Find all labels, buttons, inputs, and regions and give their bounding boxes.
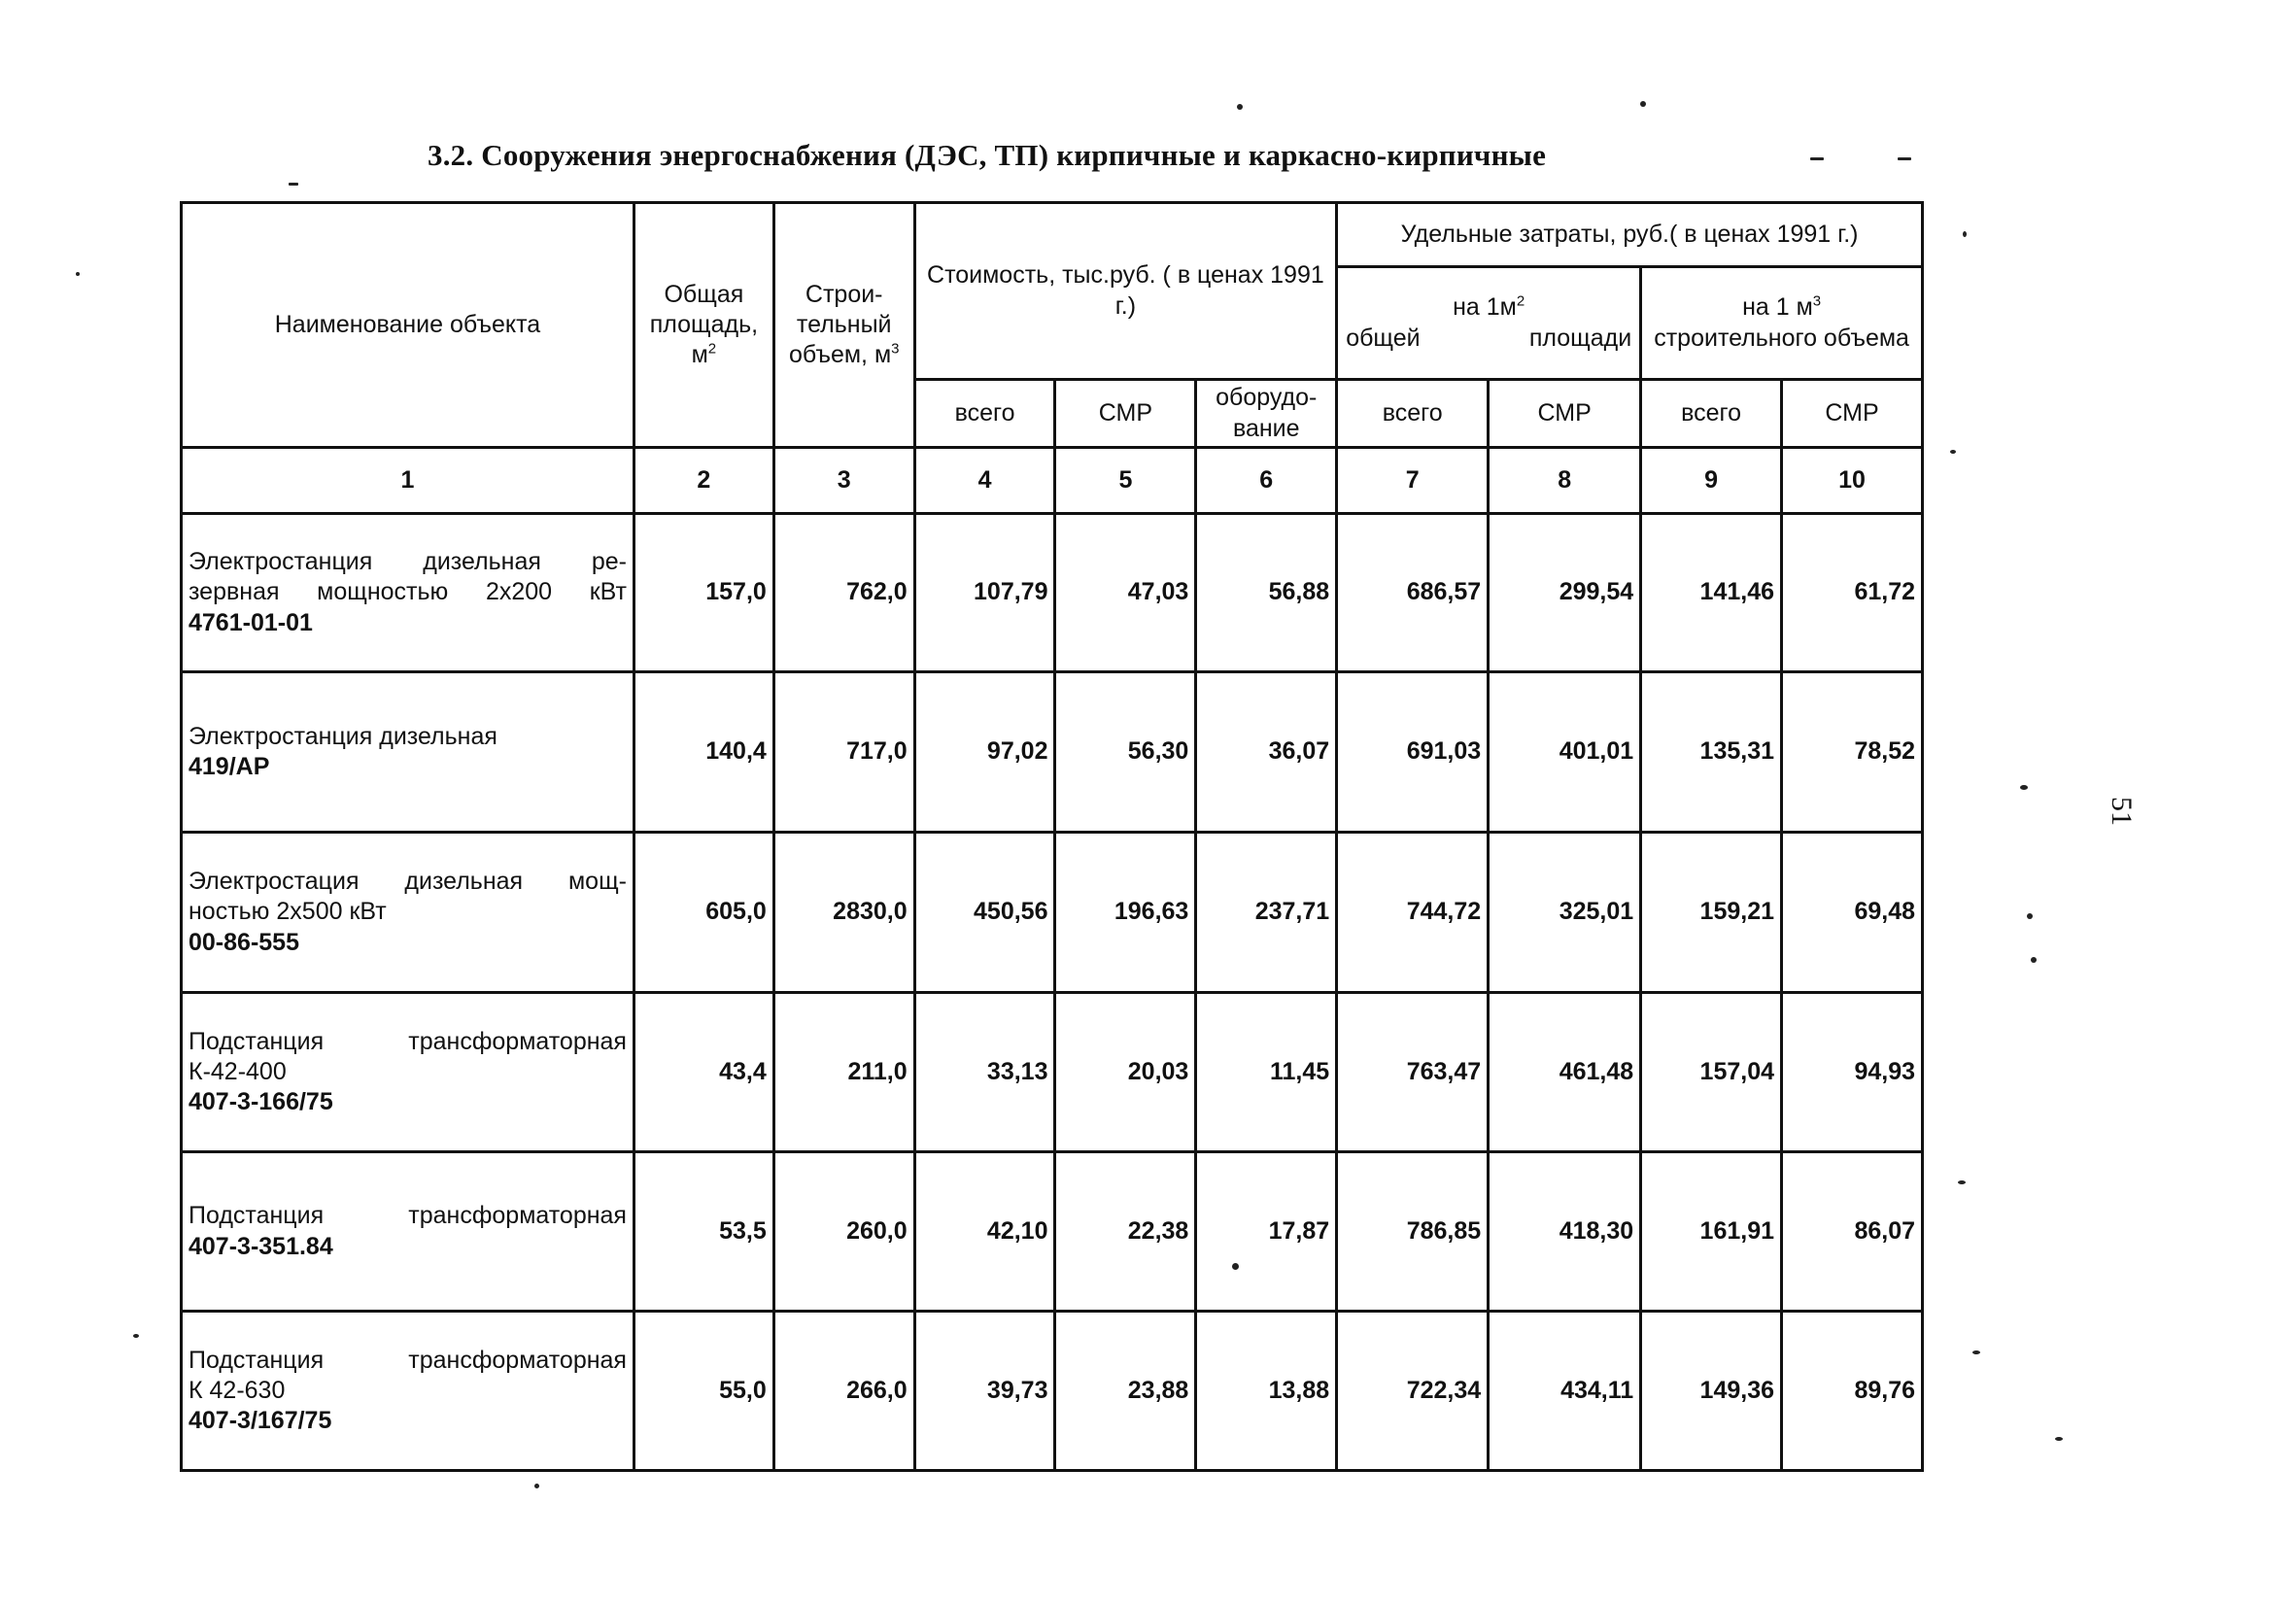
object-code: 407-3-351.84	[188, 1232, 333, 1260]
spec-m2-smr-value: 299,54	[1489, 514, 1641, 672]
object-name-line: К-42-400	[188, 1057, 287, 1085]
header-cost-equipment: оборудо-вание	[1196, 380, 1337, 448]
spec-m2-total-value: 786,85	[1337, 1152, 1489, 1312]
spec-m3-smr-value: 69,48	[1782, 833, 1923, 993]
header-per-m2-prefix: на 1м	[1453, 293, 1517, 322]
object-code: 4761-01-01	[188, 608, 313, 636]
spec-m2-total-value: 763,47	[1337, 993, 1489, 1152]
cost-equipment-value: 237,71	[1196, 833, 1337, 993]
header-volume-sup: 3	[891, 340, 900, 358]
header-volume-text: Строи-тельный объем, м	[788, 280, 892, 369]
object-name-line: ностью 2х500 кВт	[188, 898, 387, 926]
header-per-m2-right: площади	[1528, 324, 1632, 352]
page-title: 3.2. Сооружения энергоснабжения (ДЭС, ТП) кирпичные и каркасно-кирпичные	[428, 138, 1547, 172]
cost-smr-value: 56,30	[1055, 672, 1196, 833]
header-area	[634, 203, 773, 448]
object-name	[182, 833, 634, 993]
cost-total-value: 39,73	[914, 1312, 1055, 1471]
column-number: 5	[1055, 448, 1196, 514]
header-cost-smr: СМР	[1055, 380, 1196, 448]
scan-speck	[1963, 231, 1967, 237]
column-number: 2	[634, 448, 773, 514]
header-spec-total-2: всего	[1641, 380, 1782, 448]
spec-m2-smr-value: 401,01	[1489, 672, 1641, 833]
header-name: Наименование объекта	[182, 203, 634, 448]
cost-smr-value: 23,88	[1055, 1312, 1196, 1471]
spec-m2-total-value: 744,72	[1337, 833, 1489, 993]
object-name	[182, 1312, 634, 1471]
scan-speck	[76, 272, 80, 276]
cost-equipment-value: 17,87	[1196, 1152, 1337, 1312]
header-spec-total-1: всего	[1337, 380, 1489, 448]
spec-m3-total-value: 157,04	[1641, 993, 1782, 1152]
column-number: 3	[773, 448, 914, 514]
column-number: 8	[1489, 448, 1641, 514]
table-row	[182, 833, 1923, 993]
page-number: 51	[2106, 797, 2138, 826]
header-per-m3-prefix: на 1 м	[1742, 293, 1813, 322]
object-code: 00-86-555	[188, 928, 299, 956]
table-row	[182, 672, 1923, 833]
cost-smr-value: 196,63	[1055, 833, 1196, 993]
object-code: 407-3-166/75	[188, 1088, 333, 1116]
cost-table	[180, 201, 1924, 1472]
spec-m2-total-value: 691,03	[1337, 672, 1489, 833]
spec-m3-smr-value: 89,76	[1782, 1312, 1923, 1471]
header-per-m2	[1337, 267, 1641, 380]
spec-m2-smr-value: 325,01	[1489, 833, 1641, 993]
cost-equipment-value: 56,88	[1196, 514, 1337, 672]
spec-m3-total-value: 135,31	[1641, 672, 1782, 833]
table-row	[182, 1312, 1923, 1471]
scan-speck	[1640, 101, 1646, 107]
scan-speck	[1950, 450, 1956, 454]
scan-speck	[1810, 157, 1824, 160]
scan-speck	[133, 1334, 139, 1338]
object-name-line: Подстанция трансформаторная	[188, 1202, 627, 1230]
object-name-line: Подстанция трансформаторная	[188, 1346, 627, 1374]
area-value: 53,5	[634, 1152, 773, 1312]
spec-m3-smr-value: 78,52	[1782, 672, 1923, 833]
spec-m2-total-value: 686,57	[1337, 514, 1489, 672]
spec-m2-smr-value: 434,11	[1489, 1312, 1641, 1471]
table-row	[182, 993, 1923, 1152]
spec-m2-smr-value: 418,30	[1489, 1152, 1641, 1312]
area-value: 140,4	[634, 672, 773, 833]
cost-total-value: 450,56	[914, 833, 1055, 993]
column-number: 7	[1337, 448, 1489, 514]
header-spec-smr-1: СМР	[1489, 380, 1641, 448]
scan-speck	[2055, 1437, 2063, 1441]
spec-m3-total-value: 161,91	[1641, 1152, 1782, 1312]
cost-equipment-value: 13,88	[1196, 1312, 1337, 1471]
scan-speck	[2031, 957, 2037, 963]
object-name-line: зервная мощностью 2х200 кВт	[188, 578, 627, 606]
column-number: 10	[1782, 448, 1923, 514]
header-per-m3-rest: строительного объема	[1654, 324, 1909, 352]
scan-speck	[1232, 1263, 1239, 1270]
object-name-line: К 42-630	[188, 1376, 286, 1404]
header-per-m2-sub	[1344, 324, 1633, 354]
object-name	[182, 1152, 634, 1312]
column-number: 1	[182, 448, 634, 514]
area-value: 157,0	[634, 514, 773, 672]
volume-value: 717,0	[773, 672, 914, 833]
scan-speck	[1898, 157, 1911, 160]
header-per-m3	[1641, 267, 1923, 380]
header-area-sup: 2	[707, 340, 717, 358]
object-name	[182, 993, 634, 1152]
spec-m3-smr-value: 61,72	[1782, 514, 1923, 672]
cost-total-value: 33,13	[914, 993, 1055, 1152]
header-spec-smr-2: СМР	[1782, 380, 1923, 448]
volume-value: 266,0	[773, 1312, 914, 1471]
cost-total-value: 97,02	[914, 672, 1055, 833]
header-specific-group: Удельные затраты, руб.( в ценах 1991 г.)	[1337, 203, 1923, 267]
cost-equipment-value: 11,45	[1196, 993, 1337, 1152]
header-per-m3-title	[1648, 292, 1915, 323]
object-name	[182, 672, 634, 833]
object-name-line: Электростация дизельная мощ-	[188, 868, 627, 896]
header-per-m2-left: общей	[1346, 324, 1421, 352]
area-value: 605,0	[634, 833, 773, 993]
volume-value: 211,0	[773, 993, 914, 1152]
object-name-line: Электростанция дизельная	[188, 722, 497, 750]
column-number-row	[182, 448, 1923, 514]
spec-m2-smr-value: 461,48	[1489, 993, 1641, 1152]
area-value: 55,0	[634, 1312, 773, 1471]
table-row	[182, 514, 1923, 672]
cost-smr-value: 20,03	[1055, 993, 1196, 1152]
header-per-m2-sup: 2	[1516, 292, 1525, 310]
table-row	[182, 1152, 1923, 1312]
header-volume	[773, 203, 914, 448]
volume-value: 2830,0	[773, 833, 914, 993]
cost-smr-value: 47,03	[1055, 514, 1196, 672]
scan-speck	[1958, 1180, 1966, 1184]
spec-m3-smr-value: 86,07	[1782, 1152, 1923, 1312]
object-code: 407-3/167/75	[188, 1407, 332, 1435]
column-number: 4	[914, 448, 1055, 514]
cost-total-value: 107,79	[914, 514, 1055, 672]
volume-value: 260,0	[773, 1152, 914, 1312]
column-number: 6	[1196, 448, 1337, 514]
object-name	[182, 514, 634, 672]
column-number: 9	[1641, 448, 1782, 514]
header-cost-total: всего	[914, 380, 1055, 448]
header-per-m2-title	[1344, 292, 1633, 323]
header-cost-group: Стоимость, тыс.руб. ( в ценах 1991 г.)	[914, 203, 1337, 380]
scan-speck	[2027, 913, 2033, 919]
spec-m3-total-value: 149,36	[1641, 1312, 1782, 1471]
area-value: 43,4	[634, 993, 773, 1152]
scan-speck	[534, 1484, 539, 1488]
scan-speck	[2020, 785, 2028, 790]
scan-speck	[1237, 104, 1243, 110]
spec-m2-total-value: 722,34	[1337, 1312, 1489, 1471]
object-code: 419/АР	[188, 753, 270, 780]
spec-m3-total-value: 159,21	[1641, 833, 1782, 993]
object-name-line: Подстанция трансформаторная	[188, 1027, 627, 1055]
header-per-m3-sup: 3	[1812, 292, 1822, 310]
volume-value: 762,0	[773, 514, 914, 672]
cost-equipment-value: 36,07	[1196, 672, 1337, 833]
cost-total-value: 42,10	[914, 1152, 1055, 1312]
header-area-text: Общая площадь, м	[649, 280, 759, 369]
cost-smr-value: 22,38	[1055, 1152, 1196, 1312]
spec-m3-smr-value: 94,93	[1782, 993, 1923, 1152]
scan-speck	[289, 183, 298, 186]
spec-m3-total-value: 141,46	[1641, 514, 1782, 672]
object-name-line: Электростанция дизельная ре-	[188, 548, 627, 576]
scan-speck	[1972, 1350, 1980, 1354]
